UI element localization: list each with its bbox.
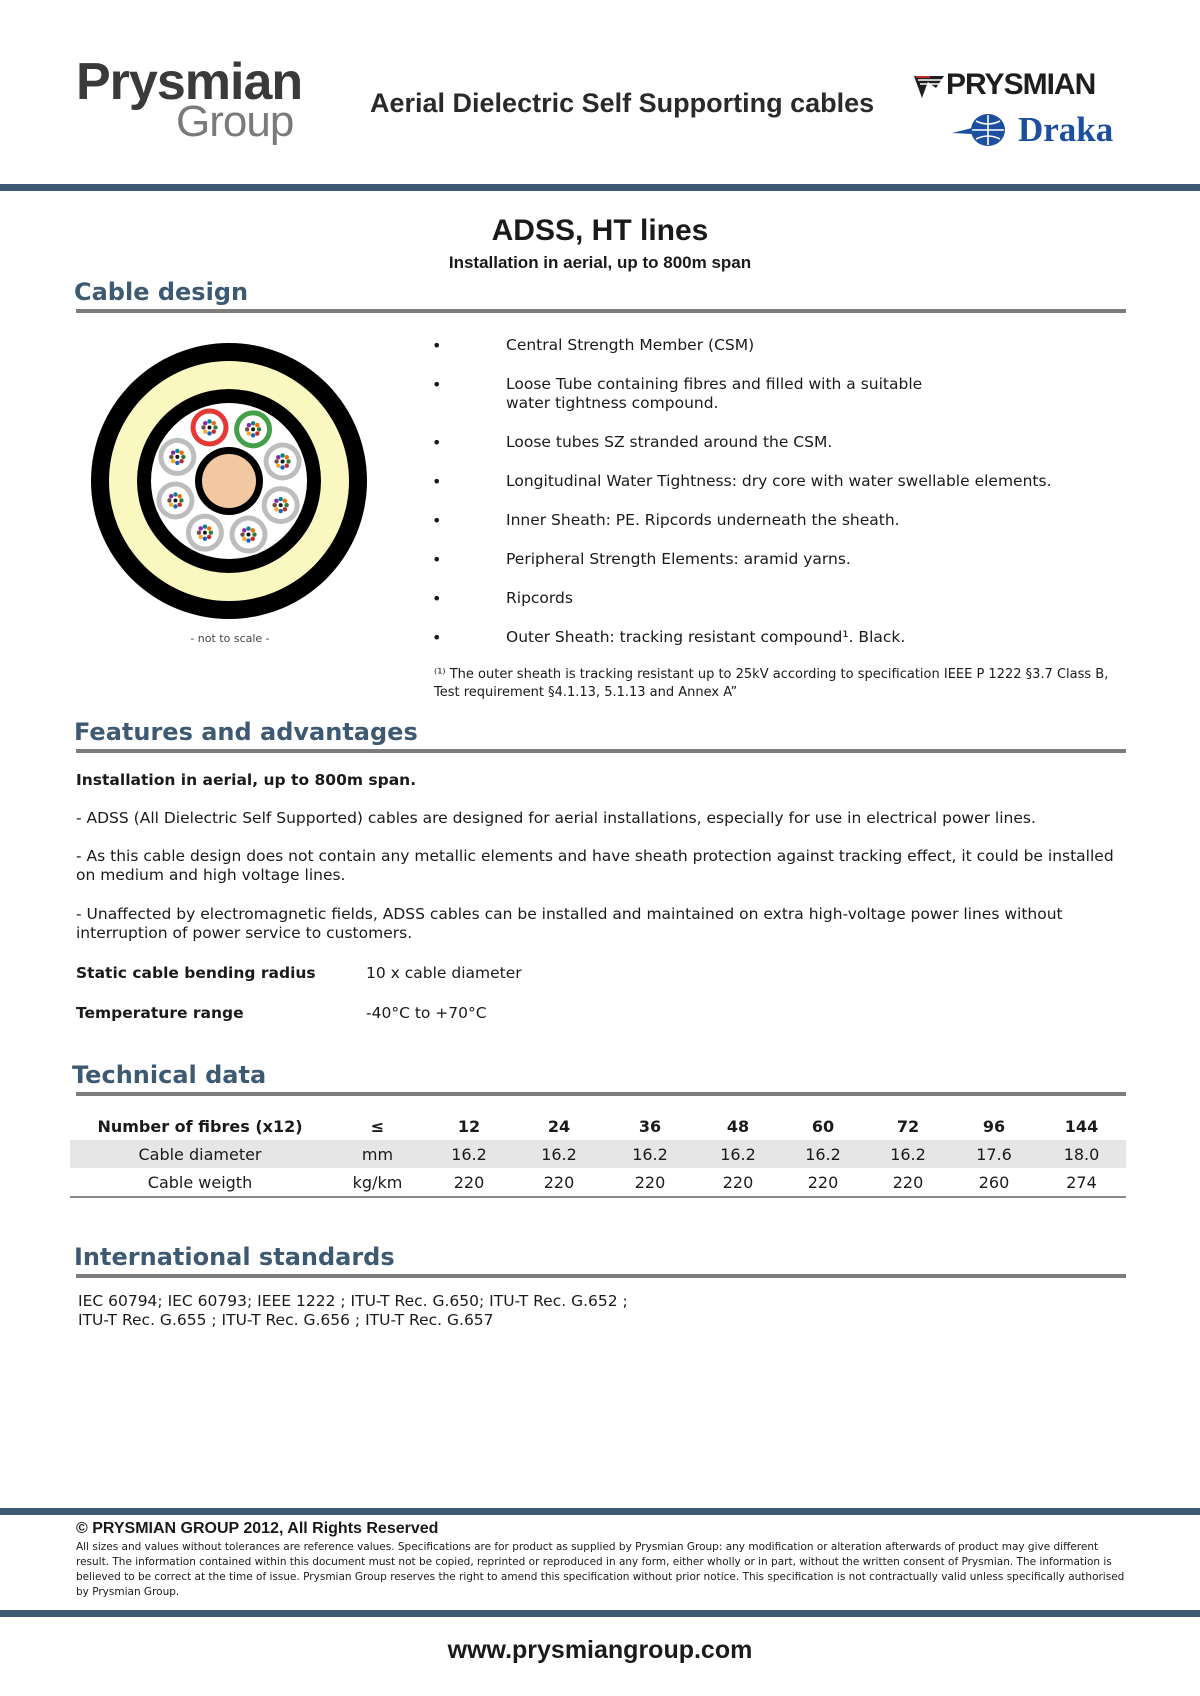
optical-fibre xyxy=(207,431,211,435)
optical-fibre xyxy=(203,524,207,528)
optical-fibre xyxy=(209,530,213,534)
optical-fibre xyxy=(251,421,255,425)
list-item: • Central Strength Member (CSM) xyxy=(432,336,755,355)
logo-prysmian-text: Prysmian xyxy=(76,53,303,111)
optical-fibre xyxy=(246,538,250,542)
disclaimer: All sizes and values without tolerances are reference values. Specifications are for product as supplied by Prysmian Group: any modification or alteration afterwards of product may give different result. The information contained within this document must not be copied, reprinted or reproduced in any form, either wholly or in part, without the written consent of Prysmian. The information is believed to be correct at the time of issue. Prysmian Group reserves the right to amend this specification without prior notice. This specification is not contractually valid unless specifically authorised by Prysmian Group. xyxy=(76,1541,1125,1598)
optical-fibre xyxy=(175,461,179,465)
optical-fibre xyxy=(255,423,259,427)
bullet-icon: • xyxy=(432,433,442,452)
bullet-icon: • xyxy=(432,589,442,608)
optical-fibre xyxy=(171,450,175,454)
table-cell: 260 xyxy=(951,1168,1037,1197)
optical-fibre xyxy=(212,429,216,433)
table-cell: 220 xyxy=(425,1168,513,1197)
fibre-count-header: 60 xyxy=(811,1116,835,1136)
optical-fibre xyxy=(167,498,171,502)
list-item: • Loose tubes SZ stranded around the CSM. xyxy=(432,433,833,452)
draka-globe-icon xyxy=(950,111,1012,149)
optical-fibre xyxy=(207,526,211,530)
optical-fibre xyxy=(285,464,289,468)
table-cell: 274 xyxy=(1037,1168,1126,1197)
row-unit: mm xyxy=(330,1140,425,1168)
section-rule xyxy=(76,309,1126,313)
optical-fibre xyxy=(212,421,216,425)
optical-fibre xyxy=(207,419,211,423)
optical-fibre xyxy=(198,535,202,539)
standards-text xyxy=(78,1292,1128,1330)
document-subtitle: Installation in aerial, up to 800m span xyxy=(448,253,752,272)
optical-fibre xyxy=(278,497,282,501)
optical-fibre xyxy=(276,455,280,459)
footer-rule-bottom xyxy=(0,1610,1200,1617)
optical-fibre xyxy=(283,499,287,503)
optical-fibre xyxy=(169,455,173,459)
optical-fibre xyxy=(169,494,173,498)
optical-fibre xyxy=(207,535,211,539)
optical-fibre xyxy=(251,537,255,541)
list-item: • Longitudinal Water Tightness: dry core with water swellable elements. xyxy=(432,472,1052,491)
bullet-icon: • xyxy=(432,336,442,355)
optical-fibre xyxy=(257,427,261,431)
table-cell: 220 xyxy=(513,1168,605,1197)
fibres-header: Number of fibres (x12) xyxy=(97,1116,303,1136)
optical-fibre xyxy=(247,431,251,435)
bullet-icon: • xyxy=(432,472,442,491)
optical-fibre xyxy=(284,503,288,507)
bending-radius-value: 10 x cable diameter xyxy=(366,964,522,982)
standards-line: ITU-T Rec. G.655 ; ITU-T Rec. G.656 ; ITU-T Rec. G.657 xyxy=(78,1311,494,1329)
central-strength-member xyxy=(202,454,256,508)
fibre-count-header: 24 xyxy=(547,1116,571,1136)
section-rule xyxy=(76,1274,1126,1278)
optical-fibre xyxy=(173,492,177,496)
optical-fibre xyxy=(272,503,276,507)
optical-fibre xyxy=(213,425,217,429)
features-lead: Installation in aerial, up to 800m span. xyxy=(76,771,417,789)
bullet-icon: • xyxy=(432,550,442,569)
optical-fibre xyxy=(280,453,284,457)
optical-fibre xyxy=(179,450,183,454)
table-cell: 16.2 xyxy=(695,1140,781,1168)
optical-fibre xyxy=(169,503,173,507)
fibres-header-symbol: ≤ xyxy=(370,1116,385,1136)
optical-fibre xyxy=(280,465,284,469)
section-rule xyxy=(76,1092,1126,1096)
table-row xyxy=(70,1168,1126,1197)
section-rule xyxy=(76,749,1126,753)
bending-radius-label: Static cable bending radius xyxy=(76,964,316,982)
list-item: • Peripheral Strength Elements: aramid yarns. xyxy=(432,550,851,569)
brand-prysmian-text: PRYSMIAN xyxy=(946,68,1096,101)
draka-brand-logo xyxy=(950,110,1113,150)
temperature-range-value: -40°C to +70°C xyxy=(366,1004,487,1022)
optical-fibre xyxy=(252,532,256,536)
table-cell: 18.0 xyxy=(1037,1140,1126,1168)
fibre-count-header: 72 xyxy=(896,1116,920,1136)
fibre-count-header: 144 xyxy=(1064,1116,1099,1136)
optical-fibre xyxy=(251,433,255,437)
optical-fibre xyxy=(173,504,177,508)
row-label: Cable diameter xyxy=(70,1140,330,1168)
features-paragraph: - Unaffected by electromagnetic fields, ADSS cables can be installed and maintained on extra high-voltage power lines without interruption of power service to customers. xyxy=(76,905,1063,942)
table-cell: 220 xyxy=(695,1168,781,1197)
table-cell: 16.2 xyxy=(781,1140,865,1168)
outer-sheath-footnote: ⁽¹⁾ The outer sheath is tracking resistant up to 25kV according to specification IEEE P 1222 §3.7 Class B, Test requirement §4.1.13, 5.1.13 and Annex A” xyxy=(434,667,1109,700)
table-cell: 220 xyxy=(605,1168,695,1197)
optical-fibre xyxy=(281,460,285,464)
optical-fibre xyxy=(283,507,287,511)
optical-fibre xyxy=(251,528,255,532)
optical-fibre xyxy=(171,459,175,463)
list-item: • Inner Sheath: PE. Ripcords underneath the sheath. xyxy=(432,511,900,530)
table-cell: 220 xyxy=(781,1168,865,1197)
logo-group-text: Group xyxy=(176,97,294,146)
table-cell: 220 xyxy=(865,1168,951,1197)
section-heading-technical-data: Technical data xyxy=(72,1061,267,1089)
table-cell: 16.2 xyxy=(513,1140,605,1168)
features-paragraph: - As this cable design does not contain any metallic elements and have sheath protection against tracking effect, it could be installed on medium and high voltage lines. xyxy=(76,847,1114,884)
section-heading-features: Features and advantages xyxy=(74,718,418,746)
optical-fibre xyxy=(177,494,181,498)
fibre-count-header: 12 xyxy=(457,1116,481,1136)
list-item: • Ripcords xyxy=(432,589,573,608)
table-header-row xyxy=(70,1112,1126,1140)
optical-fibre xyxy=(251,427,255,431)
optical-fibre xyxy=(203,429,207,433)
optical-fibre xyxy=(179,459,183,463)
optical-fibre xyxy=(203,421,207,425)
optical-fibre xyxy=(173,498,177,502)
footer-rule-top xyxy=(0,1508,1200,1515)
document-title: ADSS, HT lines xyxy=(491,214,709,247)
optical-fibre xyxy=(197,530,201,534)
bullet-icon: • xyxy=(432,628,442,647)
standards-line: IEC 60794; IEC 60793; IEEE 1222 ; ITU-T Rec. G.650; ITU-T Rec. G.652 ; xyxy=(78,1292,628,1310)
optical-fibre xyxy=(279,503,283,507)
optical-fibre xyxy=(179,498,183,502)
cable-cross-section-diagram xyxy=(88,340,370,622)
optical-fibre xyxy=(286,459,290,463)
optical-fibre xyxy=(274,507,278,511)
table-cell: 17.6 xyxy=(951,1140,1037,1168)
bullet-icon: • xyxy=(432,511,442,530)
table-cell: 16.2 xyxy=(605,1140,695,1168)
header-title: Aerial Dielectric Self Supporting cables xyxy=(370,88,875,118)
website-link[interactable]: www.prysmiangroup.com xyxy=(447,1636,753,1664)
optical-fibre xyxy=(274,499,278,503)
optical-fibre xyxy=(198,526,202,530)
scale-note: - not to scale - xyxy=(190,632,270,645)
optical-fibre xyxy=(278,509,282,513)
optical-fibre xyxy=(245,427,249,431)
technical-data-table xyxy=(70,1112,1126,1198)
header-rule xyxy=(0,184,1200,191)
optical-fibre xyxy=(242,528,246,532)
optical-fibre xyxy=(201,425,205,429)
row-unit: kg/km xyxy=(330,1168,425,1197)
cable-design-list xyxy=(432,336,1132,647)
section-heading-standards: International standards xyxy=(74,1243,395,1271)
copyright: © PRYSMIAN GROUP 2012, All Rights Reserved xyxy=(76,1520,439,1537)
optical-fibre xyxy=(203,531,207,535)
optical-fibre xyxy=(242,537,246,541)
row-label: Cable weigth xyxy=(70,1168,330,1197)
optical-fibre xyxy=(175,449,179,453)
optical-fibre xyxy=(175,455,179,459)
prysmian-brand-logo xyxy=(912,68,1095,102)
optical-fibre xyxy=(276,464,280,468)
optical-fibre xyxy=(240,532,244,536)
optical-fibre xyxy=(246,526,250,530)
bullet-icon: • xyxy=(432,375,442,394)
optical-fibre xyxy=(247,423,251,427)
optical-fibre xyxy=(208,425,212,429)
prysmian-group-logo xyxy=(76,53,303,146)
optical-fibre xyxy=(246,533,250,537)
table-cell: 16.2 xyxy=(865,1140,951,1168)
optical-fibre xyxy=(255,431,259,435)
list-item: • Outer Sheath: tracking resistant compound¹. Black. xyxy=(432,628,906,647)
table-row xyxy=(70,1140,1126,1168)
fibre-count-header: 36 xyxy=(638,1116,662,1136)
brand-draka-text: Draka xyxy=(1018,110,1114,149)
temperature-range-label: Temperature range xyxy=(76,1004,244,1022)
fibre-count-header: 96 xyxy=(982,1116,1006,1136)
prysmian-mark-icon xyxy=(912,68,946,102)
fibre-count-header: 48 xyxy=(726,1116,750,1136)
optical-fibre xyxy=(203,536,207,540)
features-paragraph: - ADSS (All Dielectric Self Supported) cables are designed for aerial installations, especially for use in electrical power lines. xyxy=(76,809,1036,827)
table-cell: 16.2 xyxy=(425,1140,513,1168)
list-item: • Loose Tube containing fibres and filled with a suitable water tightness compound. xyxy=(432,375,923,412)
optical-fibre xyxy=(285,455,289,459)
optical-fibre xyxy=(274,459,278,463)
optical-fibre xyxy=(181,455,185,459)
section-heading-cable-design: Cable design xyxy=(74,278,249,306)
optical-fibre xyxy=(177,503,181,507)
